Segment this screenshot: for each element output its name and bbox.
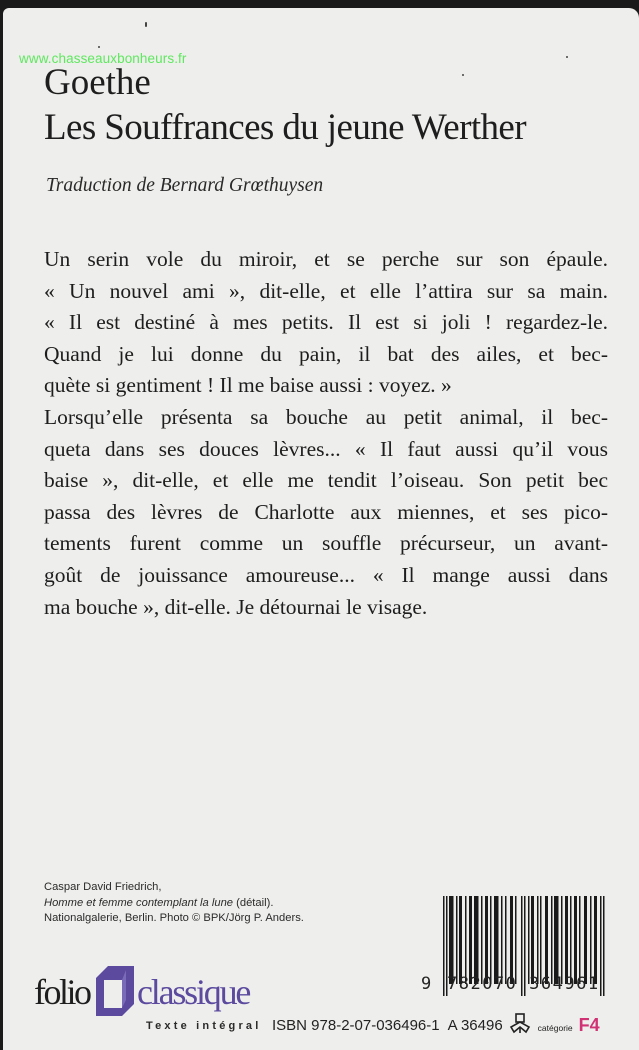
excerpt-line: Lorsqu’elle présenta sa bouche au petit animal, il bec- (44, 404, 608, 429)
translator-credit: Traduction de Bernard Grœthuysen (46, 175, 324, 196)
credit-artwork-title: Homme et femme contemplant la lune (44, 896, 234, 909)
excerpt-line: « Il est destiné à mes petits. Il est si joli ! regardez-le. (44, 310, 608, 335)
barcode-lead-digit: 9 (421, 974, 432, 994)
excerpt-line: queta dans ses douces lèvres... « Il faut aussi qu’il vous (44, 436, 608, 461)
catalog-code: A 36496 (447, 1017, 503, 1034)
watermark: www.chasseauxbonheurs.fr (19, 51, 187, 66)
paper-speck (98, 46, 100, 48)
logo-classique-text: classique (137, 972, 250, 1012)
excerpt-line: quète si gentiment ! Il me baise aussi : voyez. » (44, 373, 452, 398)
paper-speck (566, 56, 568, 58)
excerpt-line: tements furent comme un souffle précurseur, un avant- (44, 531, 608, 556)
excerpt-line: ma bouche », dit-elle. Je détournai le visage. (44, 594, 428, 619)
isbn-number: ISBN 978-2-07-036496-1 (272, 1017, 440, 1034)
excerpt-text (44, 244, 608, 623)
excerpt-line: baise », dit-elle, et elle me tendit l’oiseau. Son petit bec (44, 468, 608, 493)
excerpt-line: goût de jouissance amoureuse... « Il mange aussi dans (44, 562, 608, 587)
book-title: Les Souffrances du jeune Werther (44, 107, 526, 148)
paper-speck (145, 22, 147, 27)
credit-artwork (44, 896, 304, 912)
excerpt-line: « Un nouvel ami », dit-elle, et elle l’attira sur sa main. (44, 278, 608, 303)
folio-box-icon (96, 966, 134, 1016)
folio-classique-logo (34, 972, 274, 1022)
illustration-credits (44, 880, 304, 927)
credit-artwork-detail: (détail). (233, 896, 274, 909)
edition-note: Texte intégral (146, 1020, 262, 1032)
barcode-digits: 782070 364961 (447, 974, 600, 994)
paper-speck (462, 74, 464, 76)
logo-folio-text: folio (34, 972, 90, 1012)
author-name: Goethe (44, 62, 151, 103)
category-label: catégorie (537, 1022, 573, 1033)
excerpt-line: Quand je lui donne du pain, il bat des ailes, et bec- (44, 341, 608, 366)
isbn-row (272, 1015, 600, 1036)
credit-photo: Nationalgalerie, Berlin. Photo © BPK/Jörg P. Anders. (44, 912, 304, 924)
price-category: F4 (578, 1015, 600, 1035)
gallimard-emblem-icon (508, 1013, 532, 1035)
excerpt-line: Un serin vole du miroir, et se perche sur son épaule. (44, 247, 608, 271)
credit-artist: Caspar David Friedrich, (44, 881, 162, 893)
excerpt-line: passa des lèvres de Charlotte aux miennes, et ses pico- (44, 499, 608, 524)
